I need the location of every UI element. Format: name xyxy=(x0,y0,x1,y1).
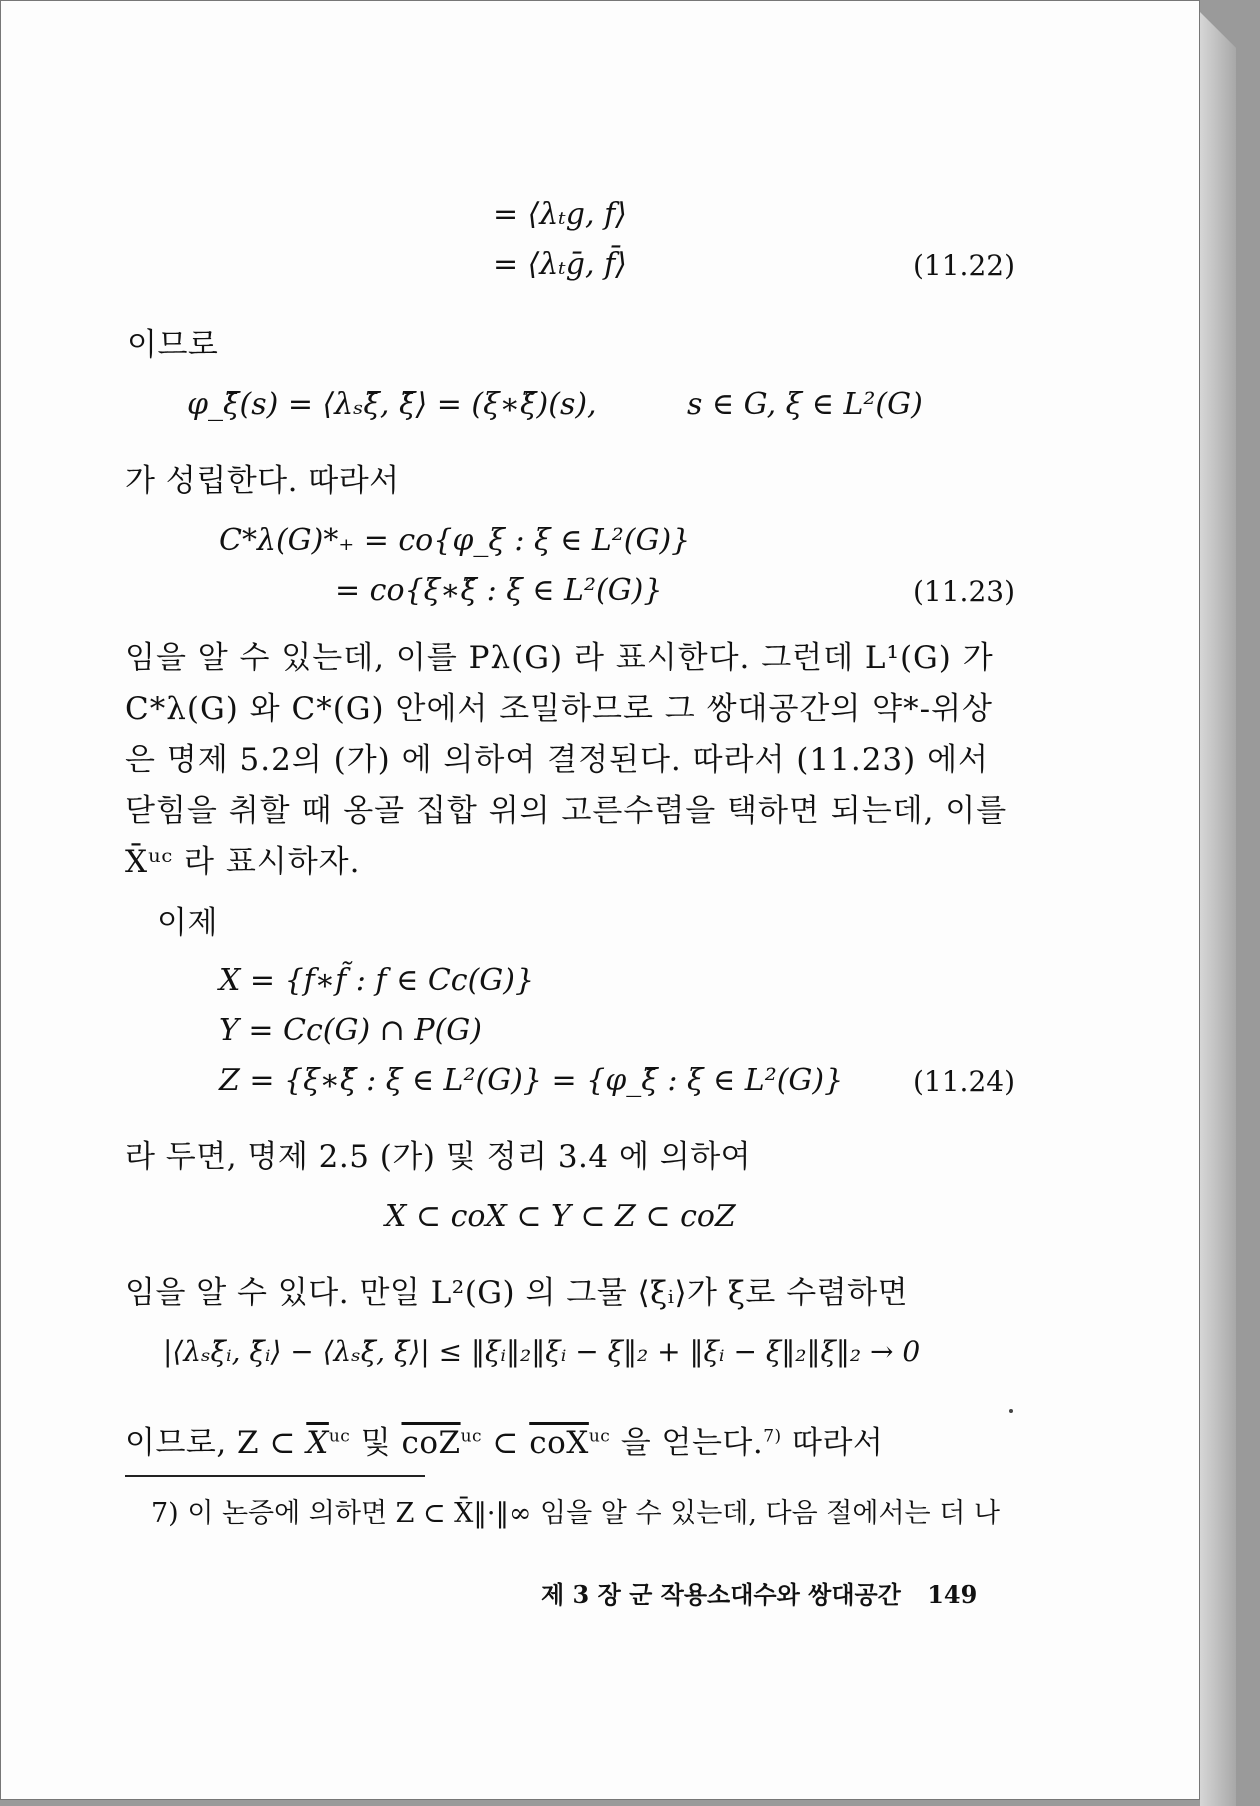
last-line-tail: 따라서 xyxy=(781,1425,884,1461)
paragraph-main xyxy=(125,633,1007,888)
paragraph-line-5: X̄ᵘᶜ 라 표시하자. xyxy=(125,844,361,880)
text-seongrip: 가 성립한다. 따라서 xyxy=(125,463,400,499)
paragraph-line-2: C*λ(G) 와 C*(G) 안에서 조밀하므로 그 쌍대공간의 약*-위상 xyxy=(125,691,993,727)
text-sueryeom: 임을 알 수 있다. 만일 L²(G) 의 그물 ⟨ξᵢ⟩가 ξ로 수렴하면 xyxy=(125,1275,909,1311)
equation-11-22-line2: = ⟨λₜḡ, f̄⟩ xyxy=(493,247,627,282)
footnote-mark: 7) xyxy=(151,1498,179,1529)
uc-superscript-2: uc xyxy=(460,1426,483,1447)
x-closure: $\overline{X}$ xyxy=(306,1425,329,1461)
text-imeuro: 이므로 xyxy=(127,327,219,363)
paragraph-line-3: 은 명제 5.2의 (가) 에 의하여 결정된다. 따라서 (11.23) 에서 xyxy=(125,742,989,778)
cox-closure: $\overline{coX}$ xyxy=(529,1425,589,1461)
equation-phi: φ_ξ̄(s) = ⟨λₛξ̄, ξ̄⟩ = (ξ∗ξ̃)(s), xyxy=(187,387,597,422)
equation-phi-condition: s ∈ G, ξ ∈ L²(G) xyxy=(687,387,923,422)
chapter-title: 제 3 장 군 작용소대수와 쌍대공간 xyxy=(541,1580,901,1609)
paragraph-line-4: 닫힘을 취할 때 옹골 집합 위의 고른수렴을 택하면 되는데, 이를 xyxy=(125,793,1008,829)
footnote-reference[interactable]: 7) xyxy=(763,1426,782,1447)
equation-inequality: |⟨λₛξ̄ᵢ, ξ̄ᵢ⟩ − ⟨λₛξ̄, ξ̄⟩| ≤ ‖ξᵢ‖₂‖ξᵢ − ξ‖₂ + ‖ξᵢ − ξ‖₂‖ξ‖₂ → 0 xyxy=(163,1335,921,1368)
footnote-text: 이 논증에 의하면 Z ⊂ X̄‖·‖∞ 임을 알 수 있는데, 다음 절에서는 더 나 xyxy=(187,1498,1000,1529)
paragraph-line-1: 임을 알 수 있는데, 이를 Pλ(G) 라 표시한다. 그런데 L¹(G) 가 xyxy=(125,640,994,676)
running-footer xyxy=(541,1575,977,1610)
equation-11-22-line1: = ⟨λₜg, f⟩ xyxy=(493,197,627,232)
last-line-suffix: 을 얻는다. xyxy=(610,1425,764,1461)
footnote-rule xyxy=(125,1475,425,1477)
last-line-prefix: 이므로, Z ⊂ xyxy=(125,1425,307,1461)
equation-11-23-line2: = co{ξ∗ξ̃ : ξ ∈ L²(G)} xyxy=(335,573,663,608)
equation-number-11-24: (11.24) xyxy=(913,1065,1016,1098)
equation-number-11-22: (11.22) xyxy=(913,249,1016,282)
uc-superscript-3: uc xyxy=(588,1426,611,1447)
page-number: 149 xyxy=(927,1580,978,1609)
coz-closure: $\overline{coZ}$ xyxy=(401,1425,461,1461)
text-dumyeon: 라 두면, 명제 2.5 (가) 및 정리 3.4 에 의하여 xyxy=(125,1139,752,1175)
equation-11-24-line3: Z = {ξ∗ξ̃ : ξ ∈ L²(G)} = {φ_ξ̄ : ξ ∈ L²(G)} xyxy=(219,1063,844,1098)
page-edge xyxy=(1200,12,1236,1806)
text-ije: 이제 xyxy=(157,905,218,941)
text-last-line xyxy=(125,1417,883,1462)
speck-mark xyxy=(1009,1409,1013,1413)
equation-number-11-23: (11.23) xyxy=(913,575,1016,608)
equation-11-23-line1: C*λ(G)*₊ = co{φ_ξ : ξ ∈ L²(G)} xyxy=(219,523,691,558)
uc-superscript-1: uc xyxy=(328,1426,351,1447)
footnote xyxy=(151,1491,1000,1530)
equation-inclusion: X ⊂ coX ⊂ Y ⊂ Z ⊂ coZ xyxy=(385,1199,736,1234)
last-line-subset: ⊂ xyxy=(482,1425,530,1461)
equation-11-24-line2: Y = Cc(G) ∩ P(G) xyxy=(219,1013,482,1048)
equation-11-24-line1: X = {f∗f̃ : f ∈ Cc(G)} xyxy=(219,963,535,998)
last-line-mid: 및 xyxy=(350,1425,402,1461)
